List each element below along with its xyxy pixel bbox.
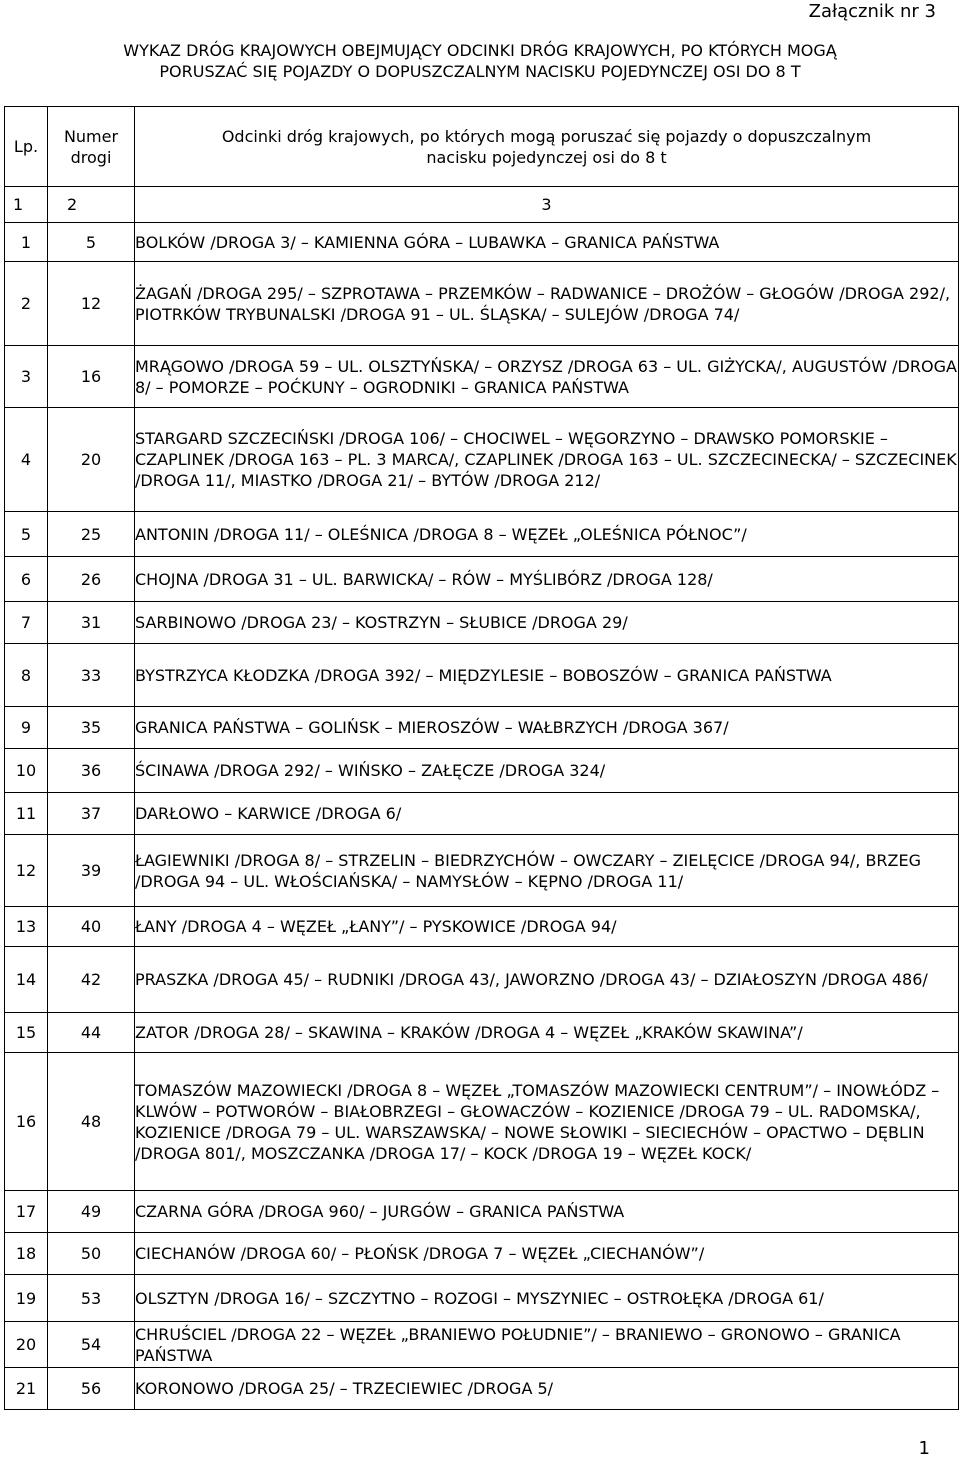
row-road-number: 56 [48, 1368, 135, 1410]
row-road-number: 36 [48, 749, 135, 793]
row-route: SARBINOWO /DROGA 23/ – KOSTRZYN – SŁUBICE /DROGA 29/ [135, 602, 959, 644]
row-lp: 6 [5, 557, 48, 602]
table-row [5, 602, 959, 644]
roads-table [4, 106, 959, 1410]
row-route: DARŁOWO – KARWICE /DROGA 6/ [135, 793, 959, 835]
row-road-number: 31 [48, 602, 135, 644]
row-road-number: 40 [48, 907, 135, 947]
table-row [5, 707, 959, 749]
row-route: KORONOWO /DROGA 25/ – TRZECIEWIEC /DROGA 5/ [135, 1368, 959, 1410]
table-row [5, 907, 959, 947]
row-lp: 17 [5, 1191, 48, 1233]
row-road-number: 12 [48, 262, 135, 346]
row-road-number: 44 [48, 1013, 135, 1053]
row-lp: 2 [5, 262, 48, 346]
row-route: ŚCINAWA /DROGA 292/ – WIŃSKO – ZAŁĘCZE /DROGA 324/ [135, 749, 959, 793]
table-row [5, 262, 959, 346]
row-lp: 12 [5, 835, 48, 907]
header-lp: Lp. [5, 107, 48, 187]
header-road-number-line-2: drogi [70, 147, 112, 167]
table-row [5, 1233, 959, 1275]
row-lp: 21 [5, 1368, 48, 1410]
column-number-3: 3 [135, 187, 959, 223]
row-road-number: 33 [48, 644, 135, 707]
row-route: CHOJNA /DROGA 31 – UL. BARWICKA/ – RÓW – MYŚLIBÓRZ /DROGA 128/ [135, 557, 959, 602]
table-row [5, 512, 959, 557]
row-route: CIECHANÓW /DROGA 60/ – PŁOŃSK /DROGA 7 – WĘZEŁ „CIECHANÓW”/ [135, 1233, 959, 1275]
header-road-number [48, 107, 135, 187]
row-lp: 7 [5, 602, 48, 644]
row-lp: 10 [5, 749, 48, 793]
row-lp: 3 [5, 346, 48, 408]
table-row [5, 947, 959, 1013]
title-line-1: WYKAZ DRÓG KRAJOWYCH OBEJMUJĄCY ODCINKI DRÓG KRAJOWYCH, PO KTÓRYCH MOGĄ [123, 41, 837, 60]
table-row [5, 1013, 959, 1053]
row-road-number: 16 [48, 346, 135, 408]
title-line-2: PORUSZAĆ SIĘ POJAZDY O DOPUSZCZALNYM NACISKU POJEDYNCZEJ OSI DO 8 T [159, 62, 801, 81]
table-row [5, 835, 959, 907]
row-route: TOMASZÓW MAZOWIECKI /DROGA 8 – WĘZEŁ „TOMASZÓW MAZOWIECKI CENTRUM”/ – INOWŁÓDZ – KLWÓW – POTWORÓW – BIAŁOBRZEGI – GŁOWACZÓW – KOZIENICE /DROGA 79 – UL. RADOMSKA/, KOZIENICE /DROGA 79 – UL. WARSZAWSKA/ – NOWE SŁOWIKI – SIECIECHÓW – OPACTWO – DĘBLIN /DROGA 801/, MOSZCZANKA /DROGA 17/ – KOCK /DROGA 19 – WĘZEŁ KOCK/ [135, 1053, 959, 1191]
row-lp: 16 [5, 1053, 48, 1191]
row-road-number: 25 [48, 512, 135, 557]
row-road-number: 42 [48, 947, 135, 1013]
page-number: 1 [918, 1438, 930, 1459]
row-lp: 15 [5, 1013, 48, 1053]
row-road-number: 49 [48, 1191, 135, 1233]
row-route: ŁAGIEWNIKI /DROGA 8/ – STRZELIN – BIEDRZYCHÓW – OWCZARY – ZIELĘCICE /DROGA 94/, BRZEG /DROGA 94 – UL. WŁOŚCIAŃSKA/ – NAMYSŁÓW – KĘPNO /DROGA 11/ [135, 835, 959, 907]
row-road-number: 53 [48, 1275, 135, 1322]
column-number-row [5, 187, 959, 223]
row-road-number: 35 [48, 707, 135, 749]
row-lp: 5 [5, 512, 48, 557]
table-row [5, 1368, 959, 1410]
column-number-2: 2 [48, 187, 135, 223]
row-lp: 14 [5, 947, 48, 1013]
row-road-number: 20 [48, 408, 135, 512]
document-title [0, 40, 960, 82]
row-route: BYSTRZYCA KŁODZKA /DROGA 392/ – MIĘDZYLESIE – BOBOSZÓW – GRANICA PAŃSTWA [135, 644, 959, 707]
row-route: ŁANY /DROGA 4 – WĘZEŁ „ŁANY”/ – PYSKOWICE /DROGA 94/ [135, 907, 959, 947]
row-lp: 18 [5, 1233, 48, 1275]
row-lp: 8 [5, 644, 48, 707]
row-lp: 1 [5, 223, 48, 262]
header-road-number-line-1: Numer [63, 126, 119, 146]
row-route: CZARNA GÓRA /DROGA 960/ – JURGÓW – GRANICA PAŃSTWA [135, 1191, 959, 1233]
table-row [5, 749, 959, 793]
row-lp: 4 [5, 408, 48, 512]
table-row [5, 408, 959, 512]
row-route: ANTONIN /DROGA 11/ – OLEŚNICA /DROGA 8 – WĘZEŁ „OLEŚNICA PÓŁNOC”/ [135, 512, 959, 557]
row-route: MRĄGOWO /DROGA 59 – UL. OLSZTYŃSKA/ – ORZYSZ /DROGA 63 – UL. GIŻYCKA/, AUGUSTÓW /DROGA 8/ – POMORZE – POĆKUNY – OGRODNIKI – GRANICA PAŃSTWA [135, 346, 959, 408]
table-row [5, 1322, 959, 1368]
row-route: PRASZKA /DROGA 45/ – RUDNIKI /DROGA 43/, JAWORZNO /DROGA 43/ – DZIAŁOSZYN /DROGA 486/ [135, 947, 959, 1013]
row-road-number: 37 [48, 793, 135, 835]
row-route: ZATOR /DROGA 28/ – SKAWINA – KRAKÓW /DROGA 4 – WĘZEŁ „KRAKÓW SKAWINA”/ [135, 1013, 959, 1053]
row-road-number: 26 [48, 557, 135, 602]
table-row [5, 557, 959, 602]
table-row [5, 1275, 959, 1322]
table-row [5, 346, 959, 408]
table-row [5, 223, 959, 262]
row-road-number: 54 [48, 1322, 135, 1368]
header-route-line-2: nacisku pojedynczej osi do 8 t [426, 147, 667, 167]
row-lp: 13 [5, 907, 48, 947]
column-number-1: 1 [5, 187, 48, 223]
row-lp: 20 [5, 1322, 48, 1368]
row-route: GRANICA PAŃSTWA – GOLIŃSK – MIEROSZÓW – WAŁBRZYCH /DROGA 367/ [135, 707, 959, 749]
header-route [135, 107, 959, 187]
row-road-number: 48 [48, 1053, 135, 1191]
row-road-number: 50 [48, 1233, 135, 1275]
header-route-line-1: Odcinki dróg krajowych, po których mogą poruszać się pojazdy o dopuszczalnym [221, 126, 872, 146]
row-route: CHRUŚCIEL /DROGA 22 – WĘZEŁ „BRANIEWO POŁUDNIE”/ – BRANIEWO – GRONOWO – GRANICA PAŃSTWA [135, 1322, 959, 1368]
table-row [5, 1053, 959, 1191]
row-route: OLSZTYN /DROGA 16/ – SZCZYTNO – ROZOGI – MYSZYNIEC – OSTROŁĘKA /DROGA 61/ [135, 1275, 959, 1322]
row-road-number: 39 [48, 835, 135, 907]
row-lp: 11 [5, 793, 48, 835]
row-road-number: 5 [48, 223, 135, 262]
row-lp: 19 [5, 1275, 48, 1322]
row-route: ŻAGAŃ /DROGA 295/ – SZPROTAWA – PRZEMKÓW – RADWANICE – DROŻÓW – GŁOGÓW /DROGA 292/, PIOTRKÓW TRYBUNALSKI /DROGA 91 – UL. ŚLĄSKA/ – SULEJÓW /DROGA 74/ [135, 262, 959, 346]
table-row [5, 644, 959, 707]
row-route: BOLKÓW /DROGA 3/ – KAMIENNA GÓRA – LUBAWKA – GRANICA PAŃSTWA [135, 223, 959, 262]
table-header-row [5, 107, 959, 187]
table-row [5, 1191, 959, 1233]
attachment-label: Załącznik nr 3 [808, 1, 936, 22]
table-row [5, 793, 959, 835]
row-lp: 9 [5, 707, 48, 749]
row-route: STARGARD SZCZECIŃSKI /DROGA 106/ – CHOCIWEL – WĘGORZYNO – DRAWSKO POMORSKIE – CZAPLINEK /DROGA 163 – PL. 3 MARCA/, CZAPLINEK /DROGA 163 – UL. SZCZECINECKA/ – SZCZECINEK /DROGA 11/, MIASTKO /DROGA 21/ – BYTÓW /DROGA 212/ [135, 408, 959, 512]
